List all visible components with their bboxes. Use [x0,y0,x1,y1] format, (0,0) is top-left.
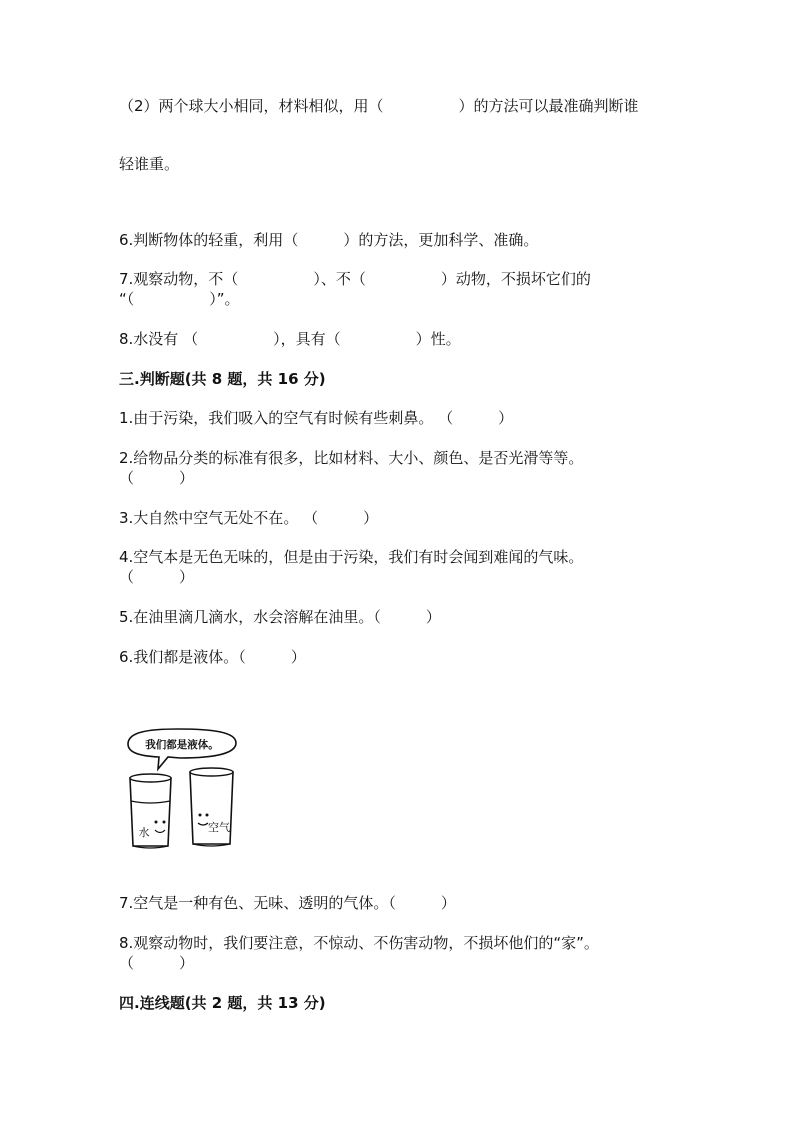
question-6: 6.判断物体的轻重，利用（ ）的方法，更加科学、准确。 [119,231,539,249]
judge-item-2-blank: （ ） [119,469,195,487]
judge-item-4: 4.空气本是无色无味的，但是由于污染，我们有时会闻到难闻的气味。 [119,548,584,566]
judge-item-8: 8.观察动物时，我们要注意，不惊动、不伤害动物，不损坏他们的“家”。 [119,934,599,952]
question-5-2-line2: 轻谁重。 [119,155,180,173]
judge-item-4-blank: （ ） [119,568,195,586]
liquid-cups-illustration [118,726,248,854]
judge-item-5: 5.在油里滴几滴水，水会溶解在油里。（ ） [119,608,441,626]
judge-item-7: 7.空气是一种有色、无味、透明的气体。（ ） [119,894,456,912]
judge-item-3: 3.大自然中空气无处不在。 （ ） [119,509,379,527]
judge-item-2: 2.给物品分类的标准有很多，比如材料、大小、颜色、是否光滑等等。 [119,449,584,467]
speech-bubble-text: 我们都是液体。 [145,739,219,751]
question-8: 8.水没有 （ ），具有（ ）性。 [119,330,461,348]
judge-item-8-blank: （ ） [119,954,195,972]
right-cup-label: 空气 [208,821,230,834]
judge-item-6: 6.我们都是液体。（ ） [119,648,306,666]
question-7-line2: “（ ）”。 [119,290,240,308]
judge-item-1: 1.由于污染，我们吸入的空气有时候有些刺鼻。 （ ） [119,409,514,427]
section-4-heading: 四.连线题(共 2 题，共 13 分) [119,994,326,1012]
left-cup-label: 水 [138,826,150,839]
question-5-2-line1: （2）两个球大小相同，材料相似，用（ ）的方法可以最准确判断谁 [119,97,639,115]
section-3-heading: 三.判断题(共 8 题，共 16 分) [119,370,326,388]
question-7-line1: 7.观察动物，不（ ）、不（ ）动物，不损坏它们的 [119,270,591,288]
